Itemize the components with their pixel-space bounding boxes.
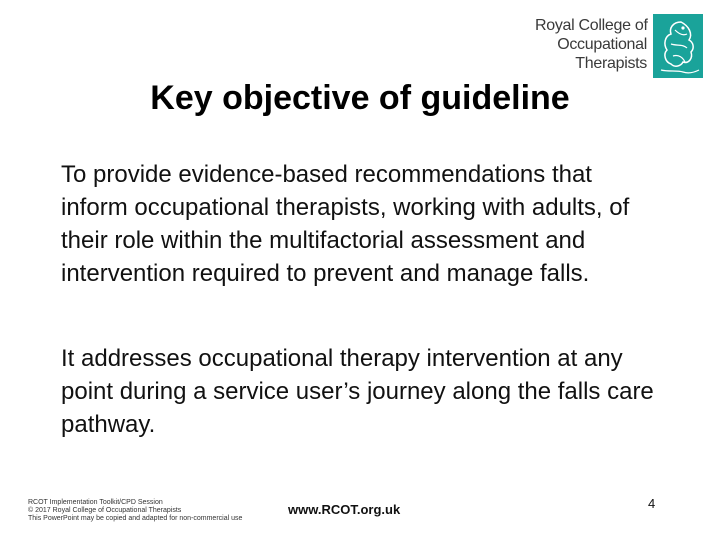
rcot-logo (535, 14, 707, 78)
page-number: 4 (648, 496, 656, 511)
notice-line: This PowerPoint may be copied and adapted for non-commercial use (28, 515, 243, 522)
logo-wordmark (535, 16, 647, 73)
logo-line: Occupational (557, 36, 647, 53)
copyright-notice (28, 499, 288, 523)
notice-line: RCOT Implementation Toolkit/CPD Session (28, 499, 163, 506)
body-paragraph: To provide evidence-based recommendations that inform occupational therapists, working with adults, of their role within the multifactorial assessment and intervention required to prevent and manage falls. (61, 161, 630, 287)
seahorse-emblem-icon (653, 14, 703, 78)
website-link[interactable]: www.RCOT.org.uk (288, 502, 401, 517)
logo-line: Therapists (575, 55, 647, 72)
logo-line: Royal College of (535, 17, 648, 34)
body-paragraph: It addresses occupational therapy intervention at any point during a service user’s journey along the falls care pathway. (61, 345, 654, 438)
slide-title: Key objective of guideline (150, 79, 570, 117)
notice-line: © 2017 Royal College of Occupational Therapists (28, 507, 182, 514)
